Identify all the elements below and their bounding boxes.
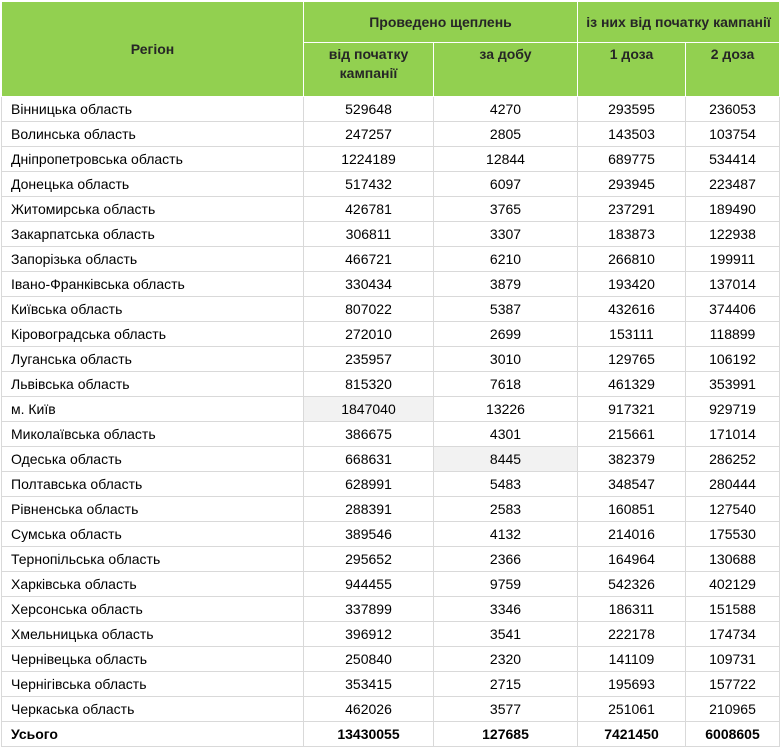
- per-day-cell: 9759: [434, 572, 578, 597]
- since-start-cell: 330434: [304, 272, 434, 297]
- dose2-cell: 109731: [686, 647, 780, 672]
- dose1-cell: 193420: [578, 272, 686, 297]
- dose2-cell: 175530: [686, 522, 780, 547]
- per-day-cell: 3879: [434, 272, 578, 297]
- table-row: [2, 272, 780, 297]
- region-name: Кіровоградська область: [2, 322, 304, 347]
- per-day-cell: 4270: [434, 97, 578, 122]
- dose1-cell: 382379: [578, 447, 686, 472]
- region-name: Луганська область: [2, 347, 304, 372]
- region-name: Миколаївська область: [2, 422, 304, 447]
- table-row: [2, 147, 780, 172]
- dose2-cell: 402129: [686, 572, 780, 597]
- dose1-cell: 183873: [578, 222, 686, 247]
- dose2-cell: 534414: [686, 147, 780, 172]
- header-per-day: за добу: [434, 43, 578, 97]
- dose2-cell: 210965: [686, 697, 780, 722]
- per-day-cell: 3541: [434, 622, 578, 647]
- dose2-cell: 127540: [686, 497, 780, 522]
- dose1-cell: 461329: [578, 372, 686, 397]
- region-name: Рівненська область: [2, 497, 304, 522]
- table-row: [2, 322, 780, 347]
- since-start-cell: 389546: [304, 522, 434, 547]
- dose2-cell: 174734: [686, 622, 780, 647]
- table-row: [2, 122, 780, 147]
- per-day-cell: 13226: [434, 397, 578, 422]
- table-footer: [2, 722, 780, 747]
- per-day-cell: 7618: [434, 372, 578, 397]
- since-start-cell: 247257: [304, 122, 434, 147]
- table-row: [2, 522, 780, 547]
- region-name: Житомирська область: [2, 197, 304, 222]
- header-vaccinated: Проведено щеплень: [304, 2, 578, 43]
- since-start-cell: 807022: [304, 297, 434, 322]
- since-start-cell: 272010: [304, 322, 434, 347]
- region-name: Тернопільська область: [2, 547, 304, 572]
- table-row: [2, 447, 780, 472]
- dose1-cell: 542326: [578, 572, 686, 597]
- since-start-cell: 295652: [304, 547, 434, 572]
- dose1-cell: 432616: [578, 297, 686, 322]
- dose2-cell: 189490: [686, 197, 780, 222]
- region-name: Волинська область: [2, 122, 304, 147]
- since-start-cell: 288391: [304, 497, 434, 522]
- header-dose2: 2 доза: [686, 43, 780, 97]
- per-day-cell: 4132: [434, 522, 578, 547]
- per-day-cell: 8445: [434, 447, 578, 472]
- region-name: Чернівецька область: [2, 647, 304, 672]
- dose2-cell: 106192: [686, 347, 780, 372]
- since-start-cell: 628991: [304, 472, 434, 497]
- dose1-cell: 348547: [578, 472, 686, 497]
- dose1-cell: 689775: [578, 147, 686, 172]
- per-day-cell: 2366: [434, 547, 578, 572]
- dose2-cell: 223487: [686, 172, 780, 197]
- per-day-cell: 3346: [434, 597, 578, 622]
- since-start-cell: 353415: [304, 672, 434, 697]
- since-start-cell: 396912: [304, 622, 434, 647]
- table-row: [2, 697, 780, 722]
- dose1-cell: 214016: [578, 522, 686, 547]
- since-start-cell: 466721: [304, 247, 434, 272]
- header-since-start: від початку кампанії: [304, 43, 434, 97]
- table-row: [2, 347, 780, 372]
- per-day-cell: 3765: [434, 197, 578, 222]
- table-row: [2, 422, 780, 447]
- dose2-cell: 122938: [686, 222, 780, 247]
- region-name: Чернігівська область: [2, 672, 304, 697]
- header-of-them: із них від початку кампанії: [578, 2, 780, 43]
- since-start-cell: 426781: [304, 197, 434, 222]
- dose1-cell: 293595: [578, 97, 686, 122]
- table-header: [2, 2, 780, 97]
- per-day-cell: 2715: [434, 672, 578, 697]
- per-day-cell: 4301: [434, 422, 578, 447]
- dose2-cell: 280444: [686, 472, 780, 497]
- dose1-cell: 917321: [578, 397, 686, 422]
- per-day-cell: 12844: [434, 147, 578, 172]
- dose1-cell: 186311: [578, 597, 686, 622]
- region-name: Черкаська область: [2, 697, 304, 722]
- table-row: [2, 572, 780, 597]
- table-row: [2, 497, 780, 522]
- region-name: Хмельницька область: [2, 622, 304, 647]
- header-region: Регіон: [2, 2, 304, 97]
- per-day-cell: 6097: [434, 172, 578, 197]
- table-row: [2, 547, 780, 572]
- per-day-cell: 3010: [434, 347, 578, 372]
- since-start-cell: 1847040: [304, 397, 434, 422]
- dose1-cell: 237291: [578, 197, 686, 222]
- region-name: Дніпропетровська область: [2, 147, 304, 172]
- table-row: [2, 172, 780, 197]
- since-start-cell: 462026: [304, 697, 434, 722]
- dose2-cell: 374406: [686, 297, 780, 322]
- region-name: Херсонська область: [2, 597, 304, 622]
- dose1-cell: 222178: [578, 622, 686, 647]
- since-start-cell: 386675: [304, 422, 434, 447]
- per-day-cell: 2699: [434, 322, 578, 347]
- table-row: [2, 472, 780, 497]
- dose1-cell: 215661: [578, 422, 686, 447]
- table-row: [2, 672, 780, 697]
- dose1-cell: 293945: [578, 172, 686, 197]
- table-row: [2, 397, 780, 422]
- since-start-cell: 337899: [304, 597, 434, 622]
- dose2-cell: 199911: [686, 247, 780, 272]
- per-day-cell: 5387: [434, 297, 578, 322]
- dose1-cell: 251061: [578, 697, 686, 722]
- per-day-cell: 5483: [434, 472, 578, 497]
- total-since-start: 13430055: [304, 722, 434, 747]
- table-row: [2, 597, 780, 622]
- region-name: Закарпатська область: [2, 222, 304, 247]
- dose2-cell: 236053: [686, 97, 780, 122]
- since-start-cell: 944455: [304, 572, 434, 597]
- dose2-cell: 118899: [686, 322, 780, 347]
- total-label: Усього: [2, 722, 304, 747]
- header-dose1: 1 доза: [578, 43, 686, 97]
- region-name: Львівська область: [2, 372, 304, 397]
- per-day-cell: 3577: [434, 697, 578, 722]
- dose1-cell: 143503: [578, 122, 686, 147]
- table-row: [2, 622, 780, 647]
- region-name: Донецька область: [2, 172, 304, 197]
- region-name: Сумська область: [2, 522, 304, 547]
- region-name: Вінницька область: [2, 97, 304, 122]
- dose1-cell: 164964: [578, 547, 686, 572]
- dose1-cell: 129765: [578, 347, 686, 372]
- total-row: [2, 722, 780, 747]
- dose1-cell: 160851: [578, 497, 686, 522]
- table-row: [2, 647, 780, 672]
- dose1-cell: 153111: [578, 322, 686, 347]
- dose1-cell: 141109: [578, 647, 686, 672]
- region-name: м. Київ: [2, 397, 304, 422]
- since-start-cell: 815320: [304, 372, 434, 397]
- region-name: Івано-Франківська область: [2, 272, 304, 297]
- since-start-cell: 235957: [304, 347, 434, 372]
- per-day-cell: 2320: [434, 647, 578, 672]
- dose2-cell: 103754: [686, 122, 780, 147]
- table-body: [2, 97, 780, 722]
- table-row: [2, 247, 780, 272]
- table-row: [2, 222, 780, 247]
- region-name: Київська область: [2, 297, 304, 322]
- per-day-cell: 3307: [434, 222, 578, 247]
- dose2-cell: 929719: [686, 397, 780, 422]
- since-start-cell: 1224189: [304, 147, 434, 172]
- total-dose1: 7421450: [578, 722, 686, 747]
- per-day-cell: 2583: [434, 497, 578, 522]
- total-dose2: 6008605: [686, 722, 780, 747]
- table-row: [2, 297, 780, 322]
- dose2-cell: 130688: [686, 547, 780, 572]
- dose2-cell: 137014: [686, 272, 780, 297]
- table-row: [2, 197, 780, 222]
- total-per-day: 127685: [434, 722, 578, 747]
- dose2-cell: 151588: [686, 597, 780, 622]
- dose2-cell: 171014: [686, 422, 780, 447]
- dose2-cell: 157722: [686, 672, 780, 697]
- dose1-cell: 266810: [578, 247, 686, 272]
- per-day-cell: 6210: [434, 247, 578, 272]
- region-name: Запорізька область: [2, 247, 304, 272]
- since-start-cell: 668631: [304, 447, 434, 472]
- dose1-cell: 195693: [578, 672, 686, 697]
- vaccination-table: [1, 1, 780, 747]
- dose2-cell: 286252: [686, 447, 780, 472]
- since-start-cell: 250840: [304, 647, 434, 672]
- table-row: [2, 97, 780, 122]
- region-name: Полтавська область: [2, 472, 304, 497]
- since-start-cell: 306811: [304, 222, 434, 247]
- per-day-cell: 2805: [434, 122, 578, 147]
- since-start-cell: 517432: [304, 172, 434, 197]
- table-row: [2, 372, 780, 397]
- since-start-cell: 529648: [304, 97, 434, 122]
- region-name: Харківська область: [2, 572, 304, 597]
- region-name: Одеська область: [2, 447, 304, 472]
- dose2-cell: 353991: [686, 372, 780, 397]
